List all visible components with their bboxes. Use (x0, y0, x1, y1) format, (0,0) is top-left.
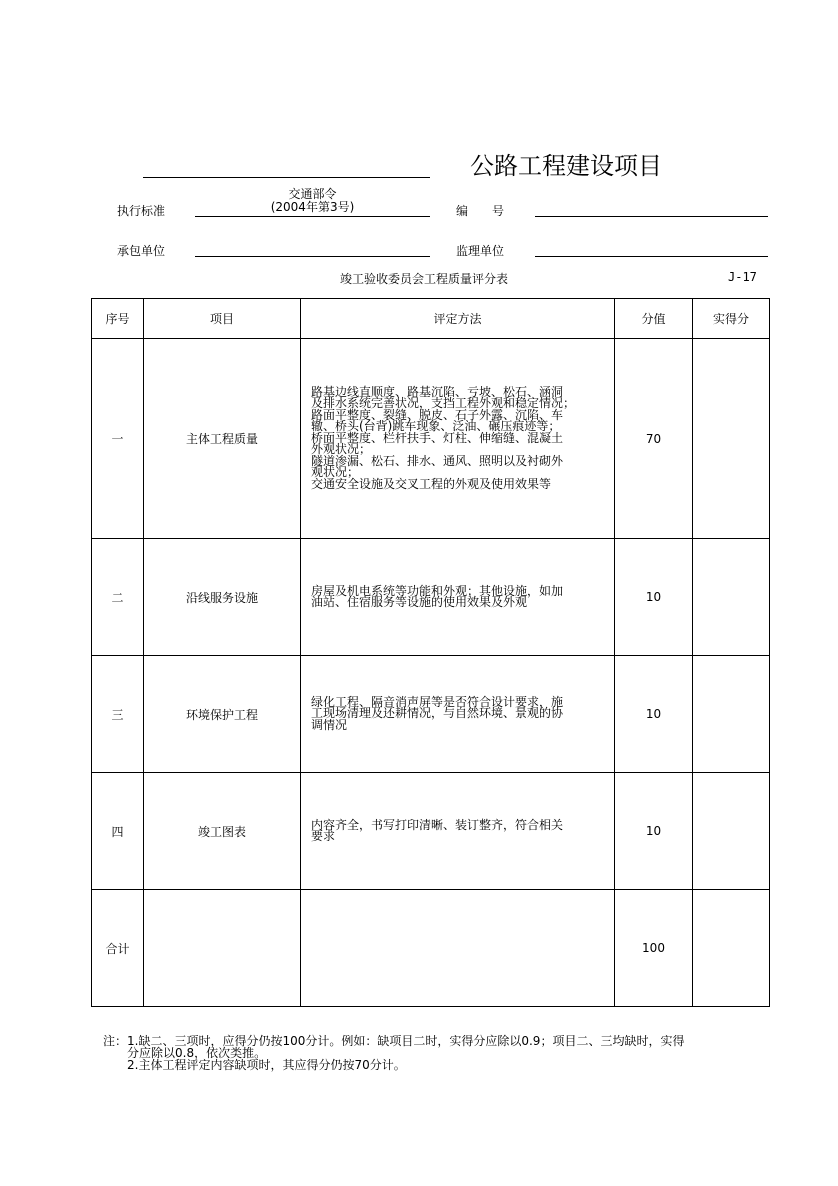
header-actual: 实得分 (693, 299, 770, 339)
row-method (301, 339, 615, 539)
row-no: 三 (92, 656, 144, 773)
standard-field[interactable] (195, 216, 430, 217)
score-table (91, 298, 770, 1007)
supervisor-label: 监理单位 (456, 244, 505, 258)
note-line: 注：1.缺二、三项时，应得分仍按100分计。例如：缺项目二时，实得分应除以0.9；项目二、三均缺时，实得 (103, 1034, 685, 1048)
method-line: 交通安全设施及交叉工程的外观及使用效果等 (311, 476, 552, 491)
method-line: 桥面平整度、栏杆扶手、灯柱、伸缩缝、混凝土 (311, 430, 564, 445)
total-score: 100 (615, 890, 693, 1007)
row-score: 10 (615, 539, 693, 656)
method-line: 及排水系统完善状况，支挡工程外观和稳定情况； (311, 396, 576, 411)
method-line: 内容齐全，书写打印清晰、装订整齐，符合相关 (311, 817, 564, 832)
number-field[interactable] (535, 216, 768, 217)
contractor-field[interactable] (195, 256, 430, 257)
total-method (301, 890, 615, 1007)
row-score: 10 (615, 656, 693, 773)
number-label: 编 号 (456, 204, 505, 218)
method-line: 调情况 (311, 717, 348, 732)
method-line: 路基边线直顺度、路基沉陷、亏坡、松石、涵洞 (311, 384, 564, 399)
method-line: 路面平整度、裂缝、脱皮、石子外露、沉陷、车 (311, 407, 564, 422)
method-line: 要求 (311, 829, 336, 843)
method-line: 隧道渗漏、松石、排水、通风、照明以及衬砌外 (311, 453, 564, 468)
row-method (301, 656, 615, 773)
method-line: 外观状况； (311, 442, 372, 457)
row-no: 一 (92, 339, 144, 539)
row-actual-input[interactable] (693, 656, 770, 773)
form-code: J-17 (728, 270, 757, 284)
total-item (144, 890, 301, 1007)
notes (103, 1035, 684, 1071)
standard-value-line1: 交通部令 (288, 187, 337, 201)
method-line: 油站、住宿服务等设施的使用效果及外观 (311, 595, 528, 609)
header-item: 项目 (144, 299, 301, 339)
method-line: 辙、桥头(台背)跳车现象、泛油、碾压痕迹等； (311, 419, 561, 434)
table-header-row (92, 299, 770, 339)
row-no: 二 (92, 539, 144, 656)
form-subtitle: 竣工验收委员会工程质量评分表 (340, 272, 509, 286)
standard-value-line2: (2004年第3号) (270, 200, 355, 214)
row-method (301, 773, 615, 890)
table-row (92, 339, 770, 539)
note-line: 分应除以0.8，依次类推。 (103, 1046, 267, 1060)
contractor-label: 承包单位 (117, 244, 166, 258)
table-row (92, 656, 770, 773)
table-row (92, 773, 770, 890)
standard-value (195, 188, 430, 214)
total-label: 合计 (92, 890, 144, 1007)
row-actual-input[interactable] (693, 773, 770, 890)
page-title: 公路工程建设项目 (470, 152, 662, 180)
header-score: 分值 (615, 299, 693, 339)
note-line: 2.主体工程评定内容缺项时，其应得分仍按70分计。 (103, 1058, 406, 1072)
header-method: 评定方法 (301, 299, 615, 339)
method-line: 工现场清理及还耕情况，与自然环境、景观的协 (311, 706, 564, 721)
row-method (301, 539, 615, 656)
row-item: 主体工程质量 (144, 339, 301, 539)
method-line: 观状况； (311, 465, 360, 480)
table-row (92, 539, 770, 656)
row-no: 四 (92, 773, 144, 890)
row-score: 70 (615, 339, 693, 539)
total-row (92, 890, 770, 1007)
method-line: 房屋及机电系统等功能和外观；其他设施，如加 (311, 583, 564, 598)
total-actual-input[interactable] (693, 890, 770, 1007)
header-no: 序号 (92, 299, 144, 339)
row-actual-input[interactable] (693, 339, 770, 539)
supervisor-field[interactable] (535, 256, 768, 257)
standard-label: 执行标准 (117, 204, 166, 218)
row-score: 10 (615, 773, 693, 890)
project-name-line (143, 177, 430, 178)
row-item: 竣工图表 (144, 773, 301, 890)
row-actual-input[interactable] (693, 539, 770, 656)
method-line: 绿化工程、隔音消声屏等是否符合设计要求，施 (311, 694, 564, 709)
row-item: 环境保护工程 (144, 656, 301, 773)
row-item: 沿线服务设施 (144, 539, 301, 656)
